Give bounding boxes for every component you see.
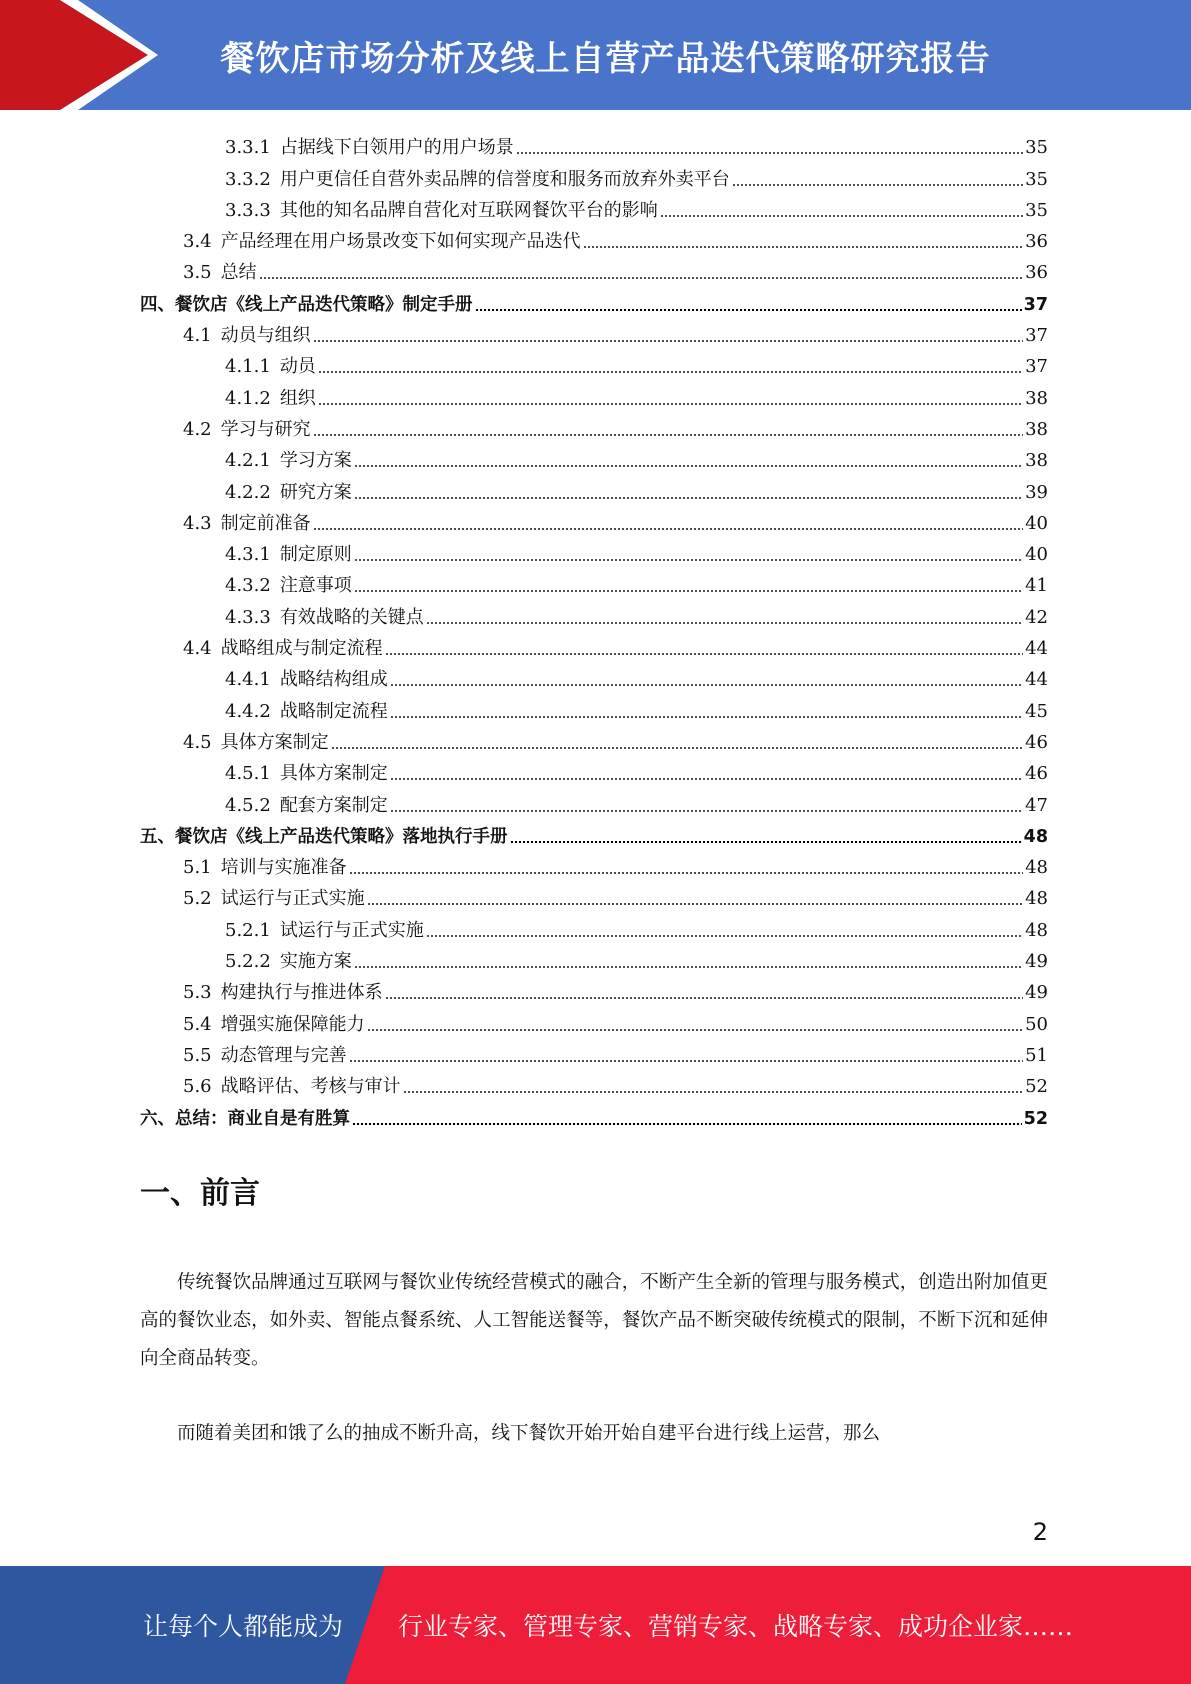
toc-entry-number: 4.2.1 xyxy=(225,450,271,472)
toc-entry-page: 39 xyxy=(1025,481,1048,503)
toc-dot-leader xyxy=(426,935,1023,937)
toc-entry-number: 5.6 xyxy=(183,1076,212,1098)
toc-entry-number: 3.3.3 xyxy=(225,199,271,221)
toc-entry[interactable] xyxy=(140,660,1048,691)
toc-entry-title: 配套方案制定 xyxy=(279,794,388,816)
toc-entry-page: 40 xyxy=(1025,512,1048,534)
body-paragraph: 而随着美团和饿了么的抽成不断升高，线下餐饮开始开始自建平台进行线上运营，那么 xyxy=(177,1423,881,1444)
toc-dot-leader xyxy=(318,371,1023,373)
toc-entry-page: 35 xyxy=(1025,137,1048,159)
page-number: 2 xyxy=(1032,1518,1048,1546)
toc-entry-number: 3.5 xyxy=(183,262,212,284)
toc-entry-number: 5.2.1 xyxy=(225,919,271,941)
toc-entry-number: 5.4 xyxy=(183,1013,212,1035)
toc-dot-leader xyxy=(385,997,1023,999)
toc-entry-title: 注意事项 xyxy=(279,575,352,597)
toc-entry-page: 41 xyxy=(1025,575,1048,597)
toc-entry-page: 48 xyxy=(1025,857,1048,879)
toc-entry-page: 50 xyxy=(1025,1013,1048,1035)
toc-dot-leader xyxy=(385,653,1023,655)
toc-entry-number: 4.5 xyxy=(183,731,212,753)
toc-entry[interactable] xyxy=(140,848,1048,879)
toc-dot-leader xyxy=(259,277,1023,279)
toc-entry-page: 36 xyxy=(1025,231,1048,253)
toc-entry-page: 37 xyxy=(1025,356,1048,378)
toc-entry-page: 38 xyxy=(1025,418,1048,440)
toc-entry[interactable] xyxy=(140,1067,1048,1098)
toc-dot-leader xyxy=(354,497,1023,499)
toc-entry-page: 49 xyxy=(1025,951,1048,973)
toc-dot-leader xyxy=(403,1091,1023,1093)
section-heading: 一、前言 xyxy=(140,1176,260,1211)
toc-entry-title: 总结 xyxy=(220,262,257,284)
toc-entry[interactable] xyxy=(140,723,1048,754)
toc-entry-page: 37 xyxy=(1023,294,1048,315)
toc-entry-title: 有效战略的关键点 xyxy=(279,606,424,628)
toc-entry[interactable] xyxy=(140,1098,1048,1129)
toc-entry-number: 5.2.2 xyxy=(225,951,271,973)
toc-entry-page: 52 xyxy=(1023,1108,1048,1129)
toc-entry-title: 战略结构组成 xyxy=(279,669,388,691)
toc-entry-number: 3.3.1 xyxy=(225,137,271,159)
toc-entry-number: 5.3 xyxy=(183,982,212,1004)
table-of-contents xyxy=(140,128,1048,1130)
toc-entry-title: 六、总结：商业自是有胜算 xyxy=(140,1108,350,1129)
toc-entry[interactable] xyxy=(140,754,1048,785)
toc-entry-page: 48 xyxy=(1025,888,1048,910)
toc-dot-leader xyxy=(354,465,1023,467)
toc-entry-page: 38 xyxy=(1025,387,1048,409)
toc-entry-number: 4.3.1 xyxy=(225,544,271,566)
toc-entry-page: 52 xyxy=(1025,1076,1048,1098)
toc-entry-title: 占据线下白领用户的用户场景 xyxy=(279,137,514,159)
toc-entry[interactable] xyxy=(140,1036,1048,1067)
toc-entry-number: 5.2 xyxy=(183,888,212,910)
toc-entry-title: 学习与研究 xyxy=(220,418,311,440)
toc-entry-page: 35 xyxy=(1025,168,1048,190)
toc-dot-leader xyxy=(367,1029,1023,1031)
toc-entry-title: 制定前准备 xyxy=(220,512,311,534)
toc-dot-leader xyxy=(331,747,1023,749)
toc-entry[interactable] xyxy=(140,879,1048,910)
toc-dot-leader xyxy=(354,590,1023,592)
toc-dot-leader xyxy=(313,434,1023,436)
toc-entry-title: 战略组成与制定流程 xyxy=(220,638,383,660)
toc-entry-title: 实施方案 xyxy=(279,951,352,973)
toc-entry-title: 战略评估、考核与审计 xyxy=(220,1076,401,1098)
toc-entry-number: 5.1 xyxy=(183,857,212,879)
toc-entry[interactable] xyxy=(140,378,1048,409)
toc-entry[interactable] xyxy=(140,910,1048,941)
toc-entry-title: 战略制定流程 xyxy=(279,700,388,722)
toc-entry[interactable] xyxy=(140,316,1048,347)
toc-entry-title: 五、餐饮店《线上产品迭代策略》落地执行手册 xyxy=(140,826,508,847)
toc-entry-number: 4.4.1 xyxy=(225,669,271,691)
toc-entry-number: 4.4.2 xyxy=(225,700,271,722)
toc-entry-page: 48 xyxy=(1023,826,1048,847)
toc-entry[interactable] xyxy=(140,253,1048,284)
toc-dot-leader xyxy=(313,340,1023,342)
toc-dot-leader xyxy=(583,246,1023,248)
toc-entry-page: 35 xyxy=(1025,199,1048,221)
toc-entry[interactable] xyxy=(140,441,1048,472)
toc-dot-leader xyxy=(354,559,1023,561)
toc-entry[interactable] xyxy=(140,222,1048,253)
toc-entry[interactable] xyxy=(140,629,1048,660)
toc-dot-leader xyxy=(313,528,1023,530)
toc-entry-page: 38 xyxy=(1025,450,1048,472)
toc-entry-number: 4.3.3 xyxy=(225,606,271,628)
toc-entry-page: 40 xyxy=(1025,544,1048,566)
toc-entry-number: 4.4 xyxy=(183,638,212,660)
toc-entry-title: 四、餐饮店《线上产品迭代策略》制定手册 xyxy=(140,294,473,315)
toc-entry[interactable] xyxy=(140,128,1048,159)
toc-dot-leader xyxy=(318,403,1023,405)
toc-entry-title: 构建执行与推进体系 xyxy=(220,982,383,1004)
toc-entry-page: 51 xyxy=(1025,1044,1048,1066)
toc-entry[interactable] xyxy=(140,191,1048,222)
toc-entry-title: 其他的知名品牌自营化对互联网餐饮平台的影响 xyxy=(279,199,658,221)
toc-entry-title: 用户更信任自营外卖品牌的信誉度和服务而放弃外卖平台 xyxy=(279,168,730,190)
toc-entry[interactable] xyxy=(140,410,1048,441)
toc-entry-number: 4.1.1 xyxy=(225,356,271,378)
toc-entry-title: 培训与实施准备 xyxy=(220,857,347,879)
toc-dot-leader xyxy=(349,872,1023,874)
toc-entry-number: 4.1.2 xyxy=(225,387,271,409)
toc-entry-page: 44 xyxy=(1025,638,1048,660)
toc-dot-leader xyxy=(390,778,1023,780)
toc-entry[interactable] xyxy=(140,159,1048,190)
toc-dot-leader xyxy=(516,152,1023,154)
toc-entry[interactable] xyxy=(140,942,1048,973)
toc-dot-leader xyxy=(354,966,1023,968)
toc-entry[interactable] xyxy=(140,347,1048,378)
toc-entry-title: 试运行与正式实施 xyxy=(220,888,365,910)
toc-entry-page: 36 xyxy=(1025,262,1048,284)
toc-entry-page: 45 xyxy=(1025,700,1048,722)
toc-entry-page: 48 xyxy=(1025,919,1048,941)
toc-entry[interactable] xyxy=(140,973,1048,1004)
toc-entry-title: 制定原则 xyxy=(279,544,352,566)
toc-entry-page: 47 xyxy=(1025,794,1048,816)
toc-entry[interactable] xyxy=(140,472,1048,503)
toc-entry-title: 产品经理在用户场景改变下如何实现产品迭代 xyxy=(220,231,581,253)
toc-dot-leader xyxy=(660,215,1023,217)
toc-entry-page: 42 xyxy=(1025,606,1048,628)
toc-entry[interactable] xyxy=(140,817,1048,848)
footer-slogan-left: 让每个人都能成为 xyxy=(143,1612,344,1641)
toc-entry-number: 4.5.2 xyxy=(225,794,271,816)
toc-entry-number: 5.5 xyxy=(183,1044,212,1066)
toc-entry-page: 46 xyxy=(1025,731,1048,753)
toc-dot-leader xyxy=(510,841,1022,843)
toc-dot-leader xyxy=(390,716,1023,718)
toc-entry-number: 3.4 xyxy=(183,231,212,253)
page-header xyxy=(0,0,1191,110)
toc-entry-title: 研究方案 xyxy=(279,481,352,503)
toc-entry-title: 具体方案制定 xyxy=(220,731,329,753)
toc-entry[interactable] xyxy=(140,535,1048,566)
toc-entry-page: 49 xyxy=(1025,982,1048,1004)
toc-entry[interactable] xyxy=(140,284,1048,315)
toc-entry-number: 4.2.2 xyxy=(225,481,271,503)
toc-dot-leader xyxy=(732,184,1023,186)
toc-entry-number: 4.3 xyxy=(183,512,212,534)
toc-entry[interactable] xyxy=(140,504,1048,535)
page-footer xyxy=(0,1566,1191,1684)
toc-entry-title: 动态管理与完善 xyxy=(220,1044,347,1066)
body-paragraph: 传统餐饮品牌通过互联网与餐饮业传统经营模式的融合，不断产生全新的管理与服务模式，创造出附加值更高的餐饮业态，如外卖、智能点餐系统、人工智能送餐等，餐饮产品不断突破传统模式的限制，不断下沉和延伸向全商品转变。 xyxy=(140,1272,1048,1369)
footer-slogan-right: 行业专家、管理专家、营销专家、战略专家、成功企业家…… xyxy=(398,1612,1074,1641)
header-title: 餐饮店市场分析及线上自营产品迭代策略研究报告 xyxy=(220,38,991,79)
toc-dot-leader xyxy=(390,810,1023,812)
toc-entry-title: 试运行与正式实施 xyxy=(279,919,424,941)
toc-entry[interactable] xyxy=(140,1004,1048,1035)
toc-entry-number: 4.1 xyxy=(183,325,212,347)
toc-dot-leader xyxy=(390,684,1023,686)
toc-entry-title: 组织 xyxy=(279,387,316,409)
toc-entry[interactable] xyxy=(140,691,1048,722)
toc-entry[interactable] xyxy=(140,566,1048,597)
toc-entry-title: 增强实施保障能力 xyxy=(220,1013,365,1035)
toc-entry-number: 4.3.2 xyxy=(225,575,271,597)
toc-entry-page: 46 xyxy=(1025,763,1048,785)
toc-entry-number: 3.3.2 xyxy=(225,168,271,190)
toc-dot-leader xyxy=(352,1123,1022,1125)
toc-dot-leader xyxy=(426,622,1023,624)
toc-entry-page: 37 xyxy=(1025,325,1048,347)
toc-entry-number: 4.2 xyxy=(183,418,212,440)
toc-entry[interactable] xyxy=(140,785,1048,816)
toc-entry-title: 具体方案制定 xyxy=(279,763,388,785)
toc-entry-title: 动员与组织 xyxy=(220,325,311,347)
toc-dot-leader xyxy=(475,309,1022,311)
toc-entry-title: 学习方案 xyxy=(279,450,352,472)
toc-entry[interactable] xyxy=(140,597,1048,628)
toc-entry-number: 4.5.1 xyxy=(225,763,271,785)
toc-entry-page: 44 xyxy=(1025,669,1048,691)
toc-dot-leader xyxy=(349,1060,1023,1062)
toc-entry-title: 动员 xyxy=(279,356,316,378)
toc-dot-leader xyxy=(367,903,1023,905)
